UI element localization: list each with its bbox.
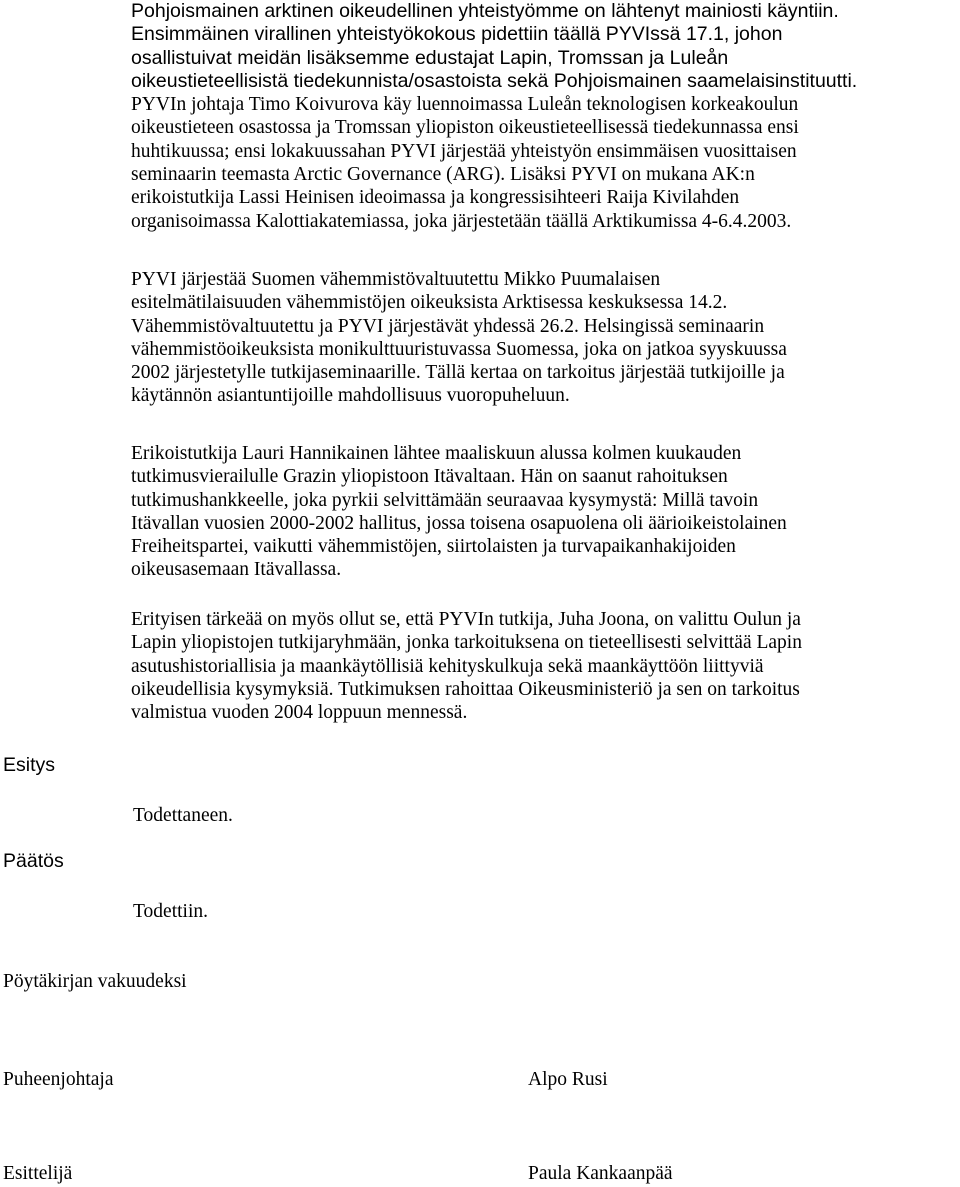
paragraph-line: tutkimushankkeelle, joka pyrkii selvittämään seuraavaa kysymystä: Millä tavoin [131, 489, 759, 511]
paragraph-research-group [131, 608, 960, 724]
signature-name-presenter: Paula Kankaanpää [528, 1163, 673, 1184]
paragraph-line: PYVI järjestää Suomen vähemmistövaltuutettu Mikko Puumalaisen [131, 269, 661, 290]
esitys-text: Todettaneen. [133, 805, 233, 826]
paragraph-nordic-cooperation [131, 0, 960, 233]
paatos-label: Päätös [3, 850, 64, 872]
paragraph-minority-events [131, 268, 960, 408]
paragraph-research-visit [131, 442, 960, 582]
paragraph-line: Erityisen tärkeää on myös ollut se, että PYVIn tutkija, Juha Joona, on valittu Oulun ja [131, 609, 801, 630]
paragraph-line: PYVIn johtaja Timo Koivurova käy luennoimassa Luleån teknologisen korkeakoulun [131, 94, 799, 116]
paragraph-line: Itävallan vuosien 2000-2002 hallitus, jossa toisena osapuolena oli äärioikeistolainen [131, 512, 787, 534]
paragraph-line: Pohjoismainen arktinen oikeudellinen yhteistyömme on lähtenyt mainiosti käyntiin. [131, 0, 839, 22]
signature-name-chair: Alpo Rusi [528, 1069, 608, 1090]
paragraph-line: oikeusasemaan Itävallassa. [131, 559, 342, 581]
paragraph-line: organisoimassa Kalottiakatemiassa, joka järjestetään täällä Arktikumissa 4-6.4.2003. [131, 210, 792, 232]
certification-heading: Pöytäkirjan vakuudeksi [3, 971, 187, 992]
paragraph-line: Freiheitspartei, vaikutti vähemmistöjen, siirtolaisten ja turvapaikanhakijoiden [131, 536, 736, 558]
paragraph-line: esitelmätilaisuuden vähemmistöjen oikeuksista Arktisessa keskuksessa 14.2. [131, 292, 728, 314]
paatos-text: Todettiin. [133, 901, 209, 922]
paragraph-line: oikeustieteellisistä tiedekunnista/osastoista sekä Pohjoismainen saamelaisinstituutti. [131, 69, 858, 92]
esitys-label: Esitys [3, 754, 56, 776]
paragraph-line: vähemmistöoikeuksista monikulttuuristuvassa Suomessa, joka on jatkoa syyskuussa [131, 338, 787, 360]
signature-role-chair: Puheenjohtaja [3, 1069, 114, 1090]
paragraph-line: oikeustieteen osastossa ja Tromssan yliopiston oikeustieteellisessä tiedekunnassa ensi [131, 117, 799, 139]
paragraph-line: huhtikuussa; ensi lokakuussahan PYVI järjestää yhteistyön ensimmäisen vuosittaisen [131, 140, 797, 162]
paragraph-line: seminaarin teemasta Arctic Governance (ARG). Lisäksi PYVI on mukana AK:n [131, 164, 755, 186]
paragraph-line: käytännön asiantuntijoille mahdollisuus vuoropuheluun. [131, 385, 570, 407]
paragraph-line: erikoistutkija Lassi Heinisen ideoimassa ja kongressisihteeri Raija Kivilahden [131, 187, 740, 209]
paragraph-line: osallistuivat meidän lisäksemme edustajat Lapin, Tromssan ja Luleån [131, 46, 729, 69]
paragraph-line: asutushistoriallisia ja maankäytöllisiä kehityskulkuja sekä maankäyttöön liittyviä [131, 655, 764, 677]
paragraph-line: Lapin yliopistojen tutkijaryhmään, jonka tarkoituksena on tieteellisesti selvittää Lapin [131, 632, 802, 654]
paragraph-line: oikeudellisia kysymyksiä. Tutkimuksen rahoittaa Oikeusministeriö ja sen on tarkoitus [131, 678, 800, 700]
paragraph-line: tutkimusvierailulle Grazin yliopistoon Itävaltaan. Hän on saanut rahoituksen [131, 466, 728, 488]
paragraph-line: 2002 järjestetylle tutkijaseminaarille. Tällä kertaa on tarkoitus järjestää tutkijoille ja [131, 362, 785, 384]
paragraph-line: Vähemmistövaltuutettu ja PYVI järjestävät yhdessä 26.2. Helsingissä seminaarin [131, 315, 765, 337]
paragraph-line: valmistua vuoden 2004 loppuun mennessä. [131, 702, 468, 724]
paragraph-line: Ensimmäinen virallinen yhteistyökokous pidettiin täällä PYVIssä 17.1, johon [131, 23, 783, 46]
signature-role-presenter: Esittelijä [3, 1163, 73, 1184]
paragraph-line: Erikoistutkija Lauri Hannikainen lähtee maaliskuun alussa kolmen kuukauden [131, 443, 742, 464]
